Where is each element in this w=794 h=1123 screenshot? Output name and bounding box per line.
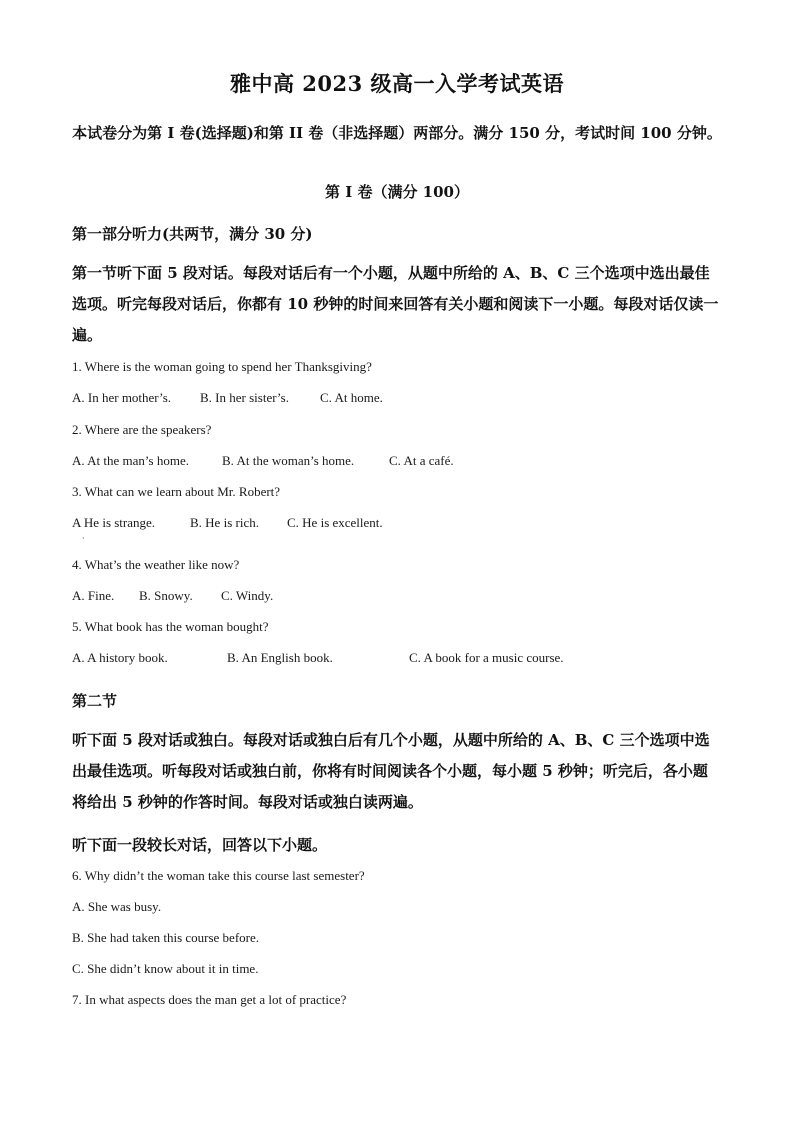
exam-intro: 本试卷分为第 I 卷(选择题)和第 II 卷（非选择题）两部分。满分 150 分，考试时间 100 分钟。 [72, 124, 722, 142]
option-b: B. Snowy. [139, 588, 193, 603]
option-c: C. At home. [320, 390, 383, 405]
option-b: B. At the woman’s home. [222, 453, 355, 468]
option-c: C. At a café. [389, 453, 454, 468]
section1-instructions: 第一节听下面 5 段对话。每段对话后有一个小题，从题中所给的 A、B、C 三个选项中选出最佳选项。听完每段对话后，你都有 10 秒钟的时间来回答有关小题和阅读下一小题。每段对话仅读一遍。 [72, 264, 719, 344]
question-1: 1. Where is the woman going to spend her Thanksgiving? [72, 359, 372, 374]
long-dialogue-note: 听下面一段较长对话，回答以下小题。 [72, 836, 328, 854]
option-c: C. A book for a music course. [409, 650, 564, 665]
question-2-options [72, 453, 454, 469]
stray-dot: · [82, 534, 85, 543]
section2-instructions: 听下面 5 段对话或独白。每段对话或独白后有几个小题，从题中所给的 A、B、C 三个选项中选出最佳选项。听每段对话或独白前，你将有时间阅读各个小题，每小题 5 秒钟；听完后，各小题将给出 5 秒钟的作答时间。每段对话或独白读两遍。 [72, 731, 710, 811]
option-a: A He is strange. [72, 515, 156, 530]
option-c: C. He is excellent. [287, 515, 383, 530]
question-6: 6. Why didn’t the woman take this course last semester? [72, 868, 365, 883]
option-b: B. An English book. [227, 650, 333, 665]
section2-heading: 第二节 [72, 692, 118, 710]
question-5: 5. What book has the woman bought? [72, 619, 269, 634]
option-b: B. He is rich. [190, 515, 259, 530]
question-6-option-a: A. She was busy. [72, 899, 162, 914]
option-a: A. In her mother’s. [72, 390, 172, 405]
question-5-options [72, 650, 564, 666]
option-a: A. A history book. [72, 650, 168, 665]
option-c: C. Windy. [221, 588, 274, 603]
question-3-options [72, 515, 383, 531]
option-b: B. In her sister’s. [200, 390, 289, 405]
part1-heading: 第一部分听力(共两节，满分 30 分) [72, 225, 313, 243]
question-6-option-c: C. She didn’t know about it in time. [72, 961, 259, 976]
question-3: 3. What can we learn about Mr. Robert? [72, 484, 281, 499]
page-title: 雅中高 2023 级高一入学考试英语 [229, 71, 565, 96]
volume-heading: 第 I 卷（满分 100） [325, 183, 469, 201]
question-6-option-b: B. She had taken this course before. [72, 930, 260, 945]
question-4-options [72, 588, 273, 604]
question-7: 7. In what aspects does the man get a lot of practice? [72, 992, 347, 1007]
question-2: 2. Where are the speakers? [72, 422, 212, 437]
question-1-options [72, 390, 383, 406]
question-4: 4. What’s the weather like now? [72, 557, 240, 572]
option-a: A. Fine. [72, 588, 115, 603]
option-a: A. At the man’s home. [72, 453, 189, 468]
